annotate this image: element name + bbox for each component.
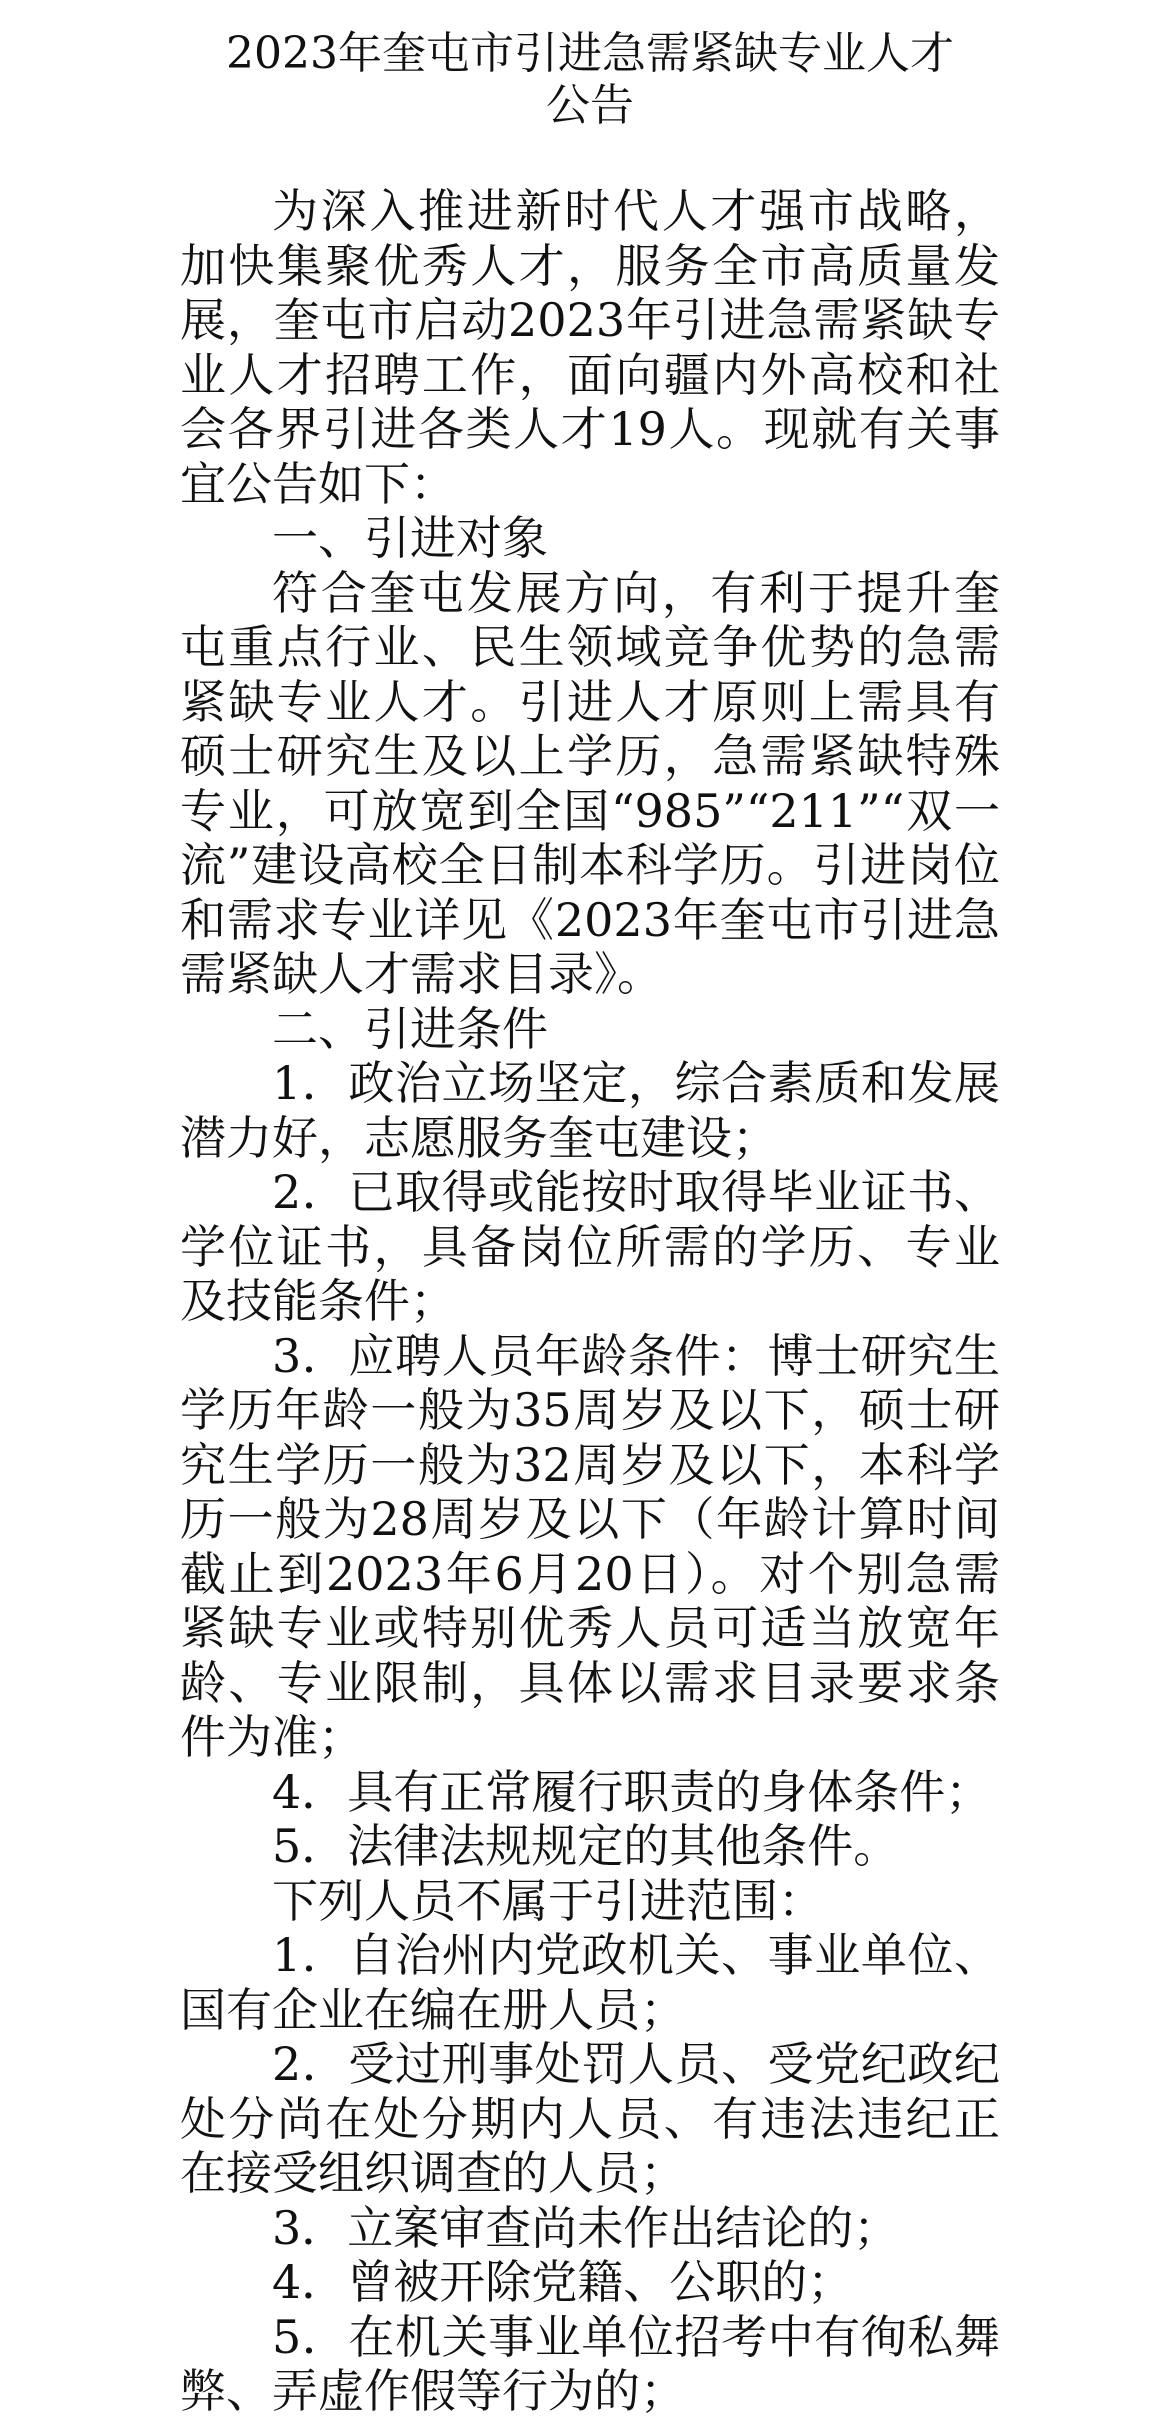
- exclusion-heading: 下列人员不属于引进范围：: [272, 1873, 824, 1928]
- condition-item-5: 5．法律法规规定的其他条件。: [272, 1819, 900, 1873]
- intro-paragraph: 为深入推进新时代人才强市战略，加快集聚优秀人才，服务全市高质量发展，奎屯市启动2023年引进急需紧缺专业人才招聘工作，面向疆内外高校和社会各界引进各类人才19人。现就有关事宜公告如下：: [180, 184, 1000, 511]
- exclusion-item-3: 3．立案审查尚未作出结论的；: [272, 2200, 900, 2255]
- condition-item-1: 1．政治立场坚定，综合素质和发展潜力好，志愿服务奎屯建设；: [180, 1056, 1000, 1165]
- announcement-document: [180, 28, 1000, 2419]
- exclusion-item-2: 2．受过刑事处罚人员、受党纪政纪处分尚在处分期内人员、有违法违纪正在接受组织调查的人员；: [180, 2037, 1000, 2200]
- section-heading-conditions: 二、引进条件: [272, 1001, 548, 1056]
- title-line-1: 2023年奎屯市引进急需紧缺专业人才: [226, 28, 954, 79]
- exclusion-item-1: 1．自治州内党政机关、事业单位、国有企业在编在册人员；: [180, 1928, 1000, 2037]
- title-line-2: 公告: [546, 80, 634, 131]
- exclusion-item-4: 4．曾被开除党籍、公职的；: [272, 2255, 854, 2309]
- section-heading-target: 一、引进对象: [272, 511, 548, 565]
- condition-item-3: 3．应聘人员年龄条件：博士研究生学历年龄一般为35周岁及以下，硕士研究生学历一般为32周岁及以下，本科学历一般为28周岁及以下（年龄计算时间截止到2023年6月20日）。对个别急需紧缺专业或特别优秀人员可适当放宽年龄、专业限制，具体以需求目录要求条件为准；: [180, 1328, 1000, 1764]
- condition-item-4: 4．具有正常履行职责的身体条件；: [272, 1764, 992, 1819]
- document-body: [180, 184, 1000, 2419]
- target-description-paragraph: 符合奎屯发展方向，有利于提升奎屯重点行业、民生领域竞争优势的急需紧缺专业人才。引进人才原则上需具有硕士研究生及以上学历，急需紧缺特殊专业，可放宽到全国“985”“211”“双一流”建设高校全日制本科学历。引进岗位和需求专业详见《2023年奎屯市引进急需紧缺人才需求目录》。: [180, 565, 1000, 1001]
- condition-item-2: 2．已取得或能按时取得毕业证书、学位证书，具备岗位所需的学历、专业及技能条件；: [180, 1165, 1000, 1328]
- exclusion-item-5: 5．在机关事业单位招考中有徇私舞弊、弄虚作假等行为的；: [180, 2309, 1000, 2418]
- document-title: [180, 28, 1000, 132]
